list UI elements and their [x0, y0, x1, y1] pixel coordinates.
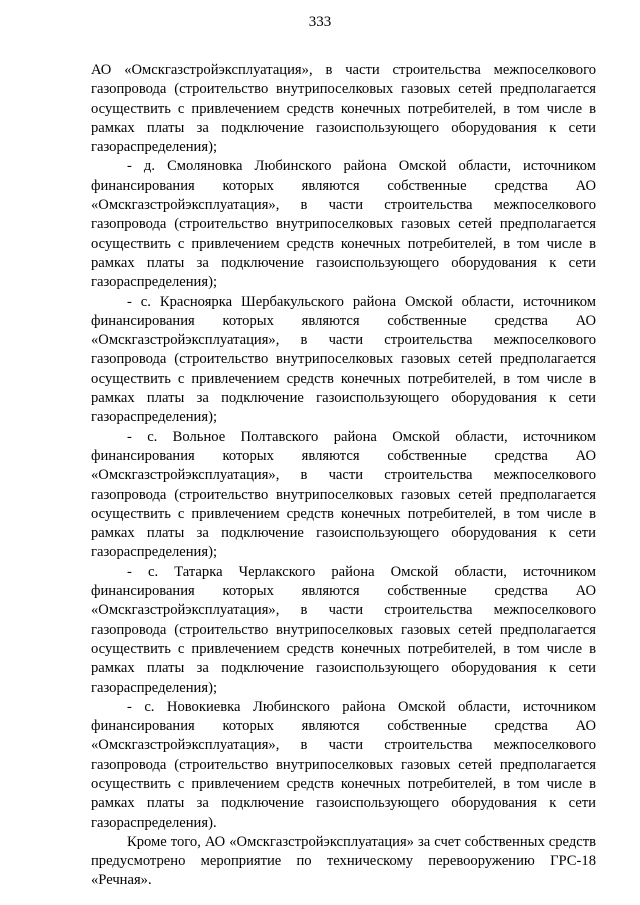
body-text [91, 61, 596, 891]
paragraph-7: Кроме того, АО «Омскгазстройэксплуатация» за счет собственных средств предусмотрено мероприятие по техническому перевооружению ГРС-18 «Речная». [91, 833, 596, 889]
paragraph-6: - с. Новокиевка Любинского района Омской области, источником финансирования которых являются собственные средства АО «Омскгазстройэксплуатация», в части строительства межпоселкового газопровода (строительство внутрипоселковых газовых сетей предполагается осуществить с привлечением средств конечных потребителей, в том числе в рамках платы за подключение газоиспользующего оборудования к сети газораспределения). [91, 698, 596, 831]
paragraph-4: - с. Вольное Полтавского района Омской области, источником финансирования которых являются собственные средства АО «Омскгазстройэксплуатация», в части строительства межпоселкового газопровода (строительство внутрипоселковых газовых сетей предполагается осуществить с привлечением средств конечных потребителей, в том числе в рамках платы за подключение газоиспользующего оборудования к сети газораспределения); [91, 428, 596, 561]
paragraph-3: - с. Красноярка Шербакульского района Омской области, источником финансирования которых являются собственные средства АО «Омскгазстройэксплуатация», в части строительства межпоселкового газопровода (строительство внутрипоселковых газовых сетей предполагается осуществить с привлечением средств конечных потребителей, в том числе в рамках платы за подключение газоиспользующего оборудования к сети газораспределения); [91, 293, 596, 426]
paragraph-5: - с. Татарка Черлакского района Омской области, источником финансирования которых являются собственные средства АО «Омскгазстройэксплуатация», в части строительства межпоселкового газопровода (строительство внутрипоселковых газовых сетей предполагается осуществить с привлечением средств конечных потребителей, в том числе в рамках платы за подключение газоиспользующего оборудования к сети газораспределения); [91, 563, 596, 696]
paragraph-1: АО «Омскгазстройэксплуатация», в части строительства межпоселкового газопровода (строительство внутрипоселковых газовых сетей предполагается осуществить с привлечением средств конечных потребителей, в том числе в рамках платы за подключение газоиспользующего оборудования к сети газораспределения); [91, 62, 596, 156]
page-number: 333 [308, 14, 332, 30]
paragraph-2: - д. Смоляновка Любинского района Омской области, источником финансирования которых являются собственные средства АО «Омскгазстройэксплуатация», в части строительства межпоселкового газопровода (строительство внутрипоселковых газовых сетей предполагается осуществить с привлечением средств конечных потребителей, в том числе в рамках платы за подключение газоиспользующего оборудования к сети газораспределения); [91, 158, 596, 291]
